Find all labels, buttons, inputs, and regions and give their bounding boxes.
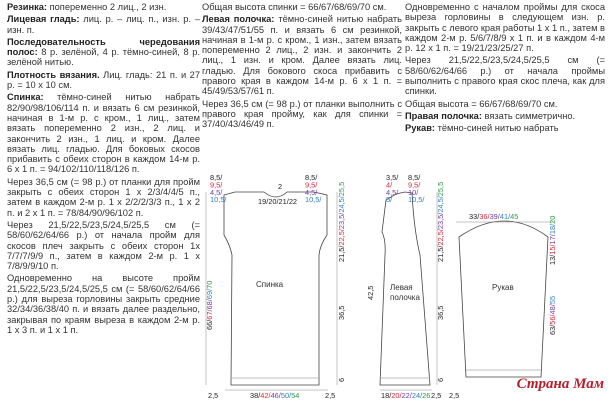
size-value: 67/ [205,309,214,320]
back-piece-name: Спинка [256,280,284,289]
front-width [381,391,430,400]
size-value: 20/ [391,391,402,400]
size-value: 48/ [548,304,557,315]
paragraph [7,70,200,91]
sleeve-length [548,296,557,335]
size-value: 50/ [280,391,292,400]
size-value: 24/ [411,391,423,400]
size-value: 45 [510,212,519,221]
front-shoulder: 4,5/ [386,187,399,197]
size-value: 68/ [205,299,214,310]
size-value: 18/ [548,223,557,235]
paragraph [7,14,200,35]
paragraph [7,37,200,68]
paragraph [405,55,605,96]
back-neck-width: 19/20/21/22 [258,197,298,206]
paragraph [405,99,605,109]
paragraph-heading: Плотность вязания. [7,69,100,80]
size-value: 15/ [548,244,557,255]
front-side-height: 36,5 [436,305,445,320]
front-side-increase: 2,5 [431,391,442,400]
paragraph-text: Через 21,5/22,5/23,5/24,5/25,5 см (= 58/60/62/64/66 р.) от начала проймы выполнить с правого края скос плеча, как для спинки. [405,55,605,97]
paragraph-heading: Спинка: [7,92,44,103]
text-column-1 [7,2,200,337]
paragraph-heading: Резинка: [7,2,48,12]
size-value: 23,5/ [436,212,445,230]
sleeve-width [469,212,518,221]
size-value: 23,5/ [337,212,346,230]
paragraph-text: Через 21,5/22,5/23,5/24,5/25,5 см (= 58/60/62/64/66 р.) от начала пройм для скосов плеч закрыть с обеих сторон 1х 7/7/7/9/9 п., затем в каждом 2-м р. 1 х 7/8/9/9/10 п. [7,219,200,272]
front-piece-name-line2: полочка [390,293,420,302]
front-shoulder: 3,5/ [386,173,399,182]
size-value: 18/ [381,391,392,400]
size-value: 55 [548,295,557,305]
back-neck-depth: 2 [278,182,283,191]
size-value: 41/ [499,212,511,221]
front-neck-slope: 10/ [408,187,419,197]
paragraph [7,92,200,174]
back-shoulder-right: 9,5/ [305,180,318,190]
paragraph-text: Общая высота = 66/67/68/69/70 см. [405,98,558,109]
paragraph-heading: Последовательность чередования полос: [7,36,200,58]
size-value: 21,5/ [436,245,445,262]
size-value: 46/ [270,391,281,400]
text-column-3 [405,2,605,136]
back-shoulder-left: 10,5/ [210,195,227,205]
size-value: 63/ [548,324,557,335]
paragraph [202,2,402,12]
front-neck-slope: 10,5/ [408,195,425,205]
back-shoulder-right: 10,5/ [305,195,322,205]
back-hem-height: 6 [337,377,346,382]
watermark-logo: Страна Мам [516,376,604,392]
sleeve-piece-name: Рукав [492,283,514,292]
paragraph-text: тёмно-синей нитью набрать 82/90/98/106/114 п. и вязать 6 см резинкой, начиная в 1-м р. с кром., 1 лиц., затем вязать попеременно 2 изн., 2 лиц. и закончить 2 изн., 1 лиц. и кром. Далее вязать лиц. гладью. Для боковых скосов прибавить с обеих сторон в каждом 14-м р. 6 х 1 п. = 94/102/110/118/126 п. [7,92,200,175]
paragraph [202,99,402,130]
size-value: 69/ [205,288,214,300]
size-value: 24,5/ [436,196,445,213]
size-value: 39/ [489,212,500,221]
text-column-2 [202,2,402,132]
back-shoulder-right: 8,5/ [305,173,318,182]
back-shoulder-left: 9,5/ [210,180,223,190]
paragraph-text: лиц. р. – лиц. п., изн. р. – изн. п. [7,14,201,35]
back-total-height [205,281,214,330]
size-value: 22,5/ [337,229,346,246]
sleeve-cap-height [548,216,557,265]
size-value: 26 [422,391,431,400]
paragraph-text: тёмно-синей нитью набрать 39/43/47/51/55 п. и вязать 6 см резинкой, начиная в 1-м р. с кром., 1 изн., затем вязать попеременно 2 лиц., 2 изн. и закончить 2 лиц., 1 изн. и кром. Далее вязать лиц. гладью. Для бокового скоса прибавить с правого края в каждом 14-м р. 6 х 1 п. = 45/49/53/57/61 п. [202,14,402,97]
size-value: 24,5/ [337,196,346,213]
paragraph-text: Одновременно на высоте пройм 21,5/22,5/23,5/24,5/25,5 см (= 58/60/62/64/66 р.) для выреза горловины закрыть средние 32/34/36/38/40 п. и вязать далее раздельно, закрывая по краям выреза в каждом 2-м р. 1 х 3 п. и 1 х 1 п. [7,273,200,335]
paragraph-text: тёмно-синей нитью набрать [435,123,559,134]
front-neck-slope: 8,5/ [408,173,421,182]
size-value: 17/ [548,234,557,245]
front-neck-height: 42,5 [366,285,375,300]
paragraph-text: Одновременно с началом проймы для скоса выреза горловины в следующем изн. р. закрыть с левого края работы 1 х 1 п., затем в каждом 2-м р. 5/6/7/8/9 х 1 п. и в каждом 4-м р. 12 х 1 п. = 19/21/23/25/27 п. [405,2,605,54]
back-piece-schematic [224,192,327,385]
paragraph-heading: Рукав: [405,123,436,134]
back-side-height: 36,5 [337,305,346,320]
front-shoulder: 5/ [386,195,393,205]
size-value: 36/ [479,212,490,221]
size-value: 25,5 [337,181,346,197]
back-shoulder-left: 8,5/ [210,173,223,182]
size-value: 22,5/ [436,229,445,246]
front-piece-schematic [380,192,430,385]
size-value: 13/ [548,254,557,265]
paragraph-text: вязать симметрично. [481,110,576,121]
paragraph-text: Через 36,5 см (= 98 р.) от планки для пройм закрыть с обеих сторон 1 х 2/3/4/4/5 п., затем в каждом 2-м р. 1 х 2/2/2/3/3 п., 1 х 2 п. и 2 х 1 п. = 78/84/90/96/102 п. [7,176,200,218]
paragraph-text: Через 36,5 см (= 98 р.) от планки выполнить с правого края пройму, как для спинки = 37/40/43/46/49 п. [202,98,402,130]
paragraph-heading: Левая полочка: [202,14,275,25]
size-value: 66/ [205,319,214,330]
paragraph [202,14,402,96]
paragraph-text: Общая высота спинки = 66/67/68/69/70 см. [202,2,387,12]
paragraph-text: Лиц. гладь: 21 п. и 27 р. = 10 х 10 см. [7,69,201,91]
back-shoulder-left: 4,5/ [210,187,223,197]
paragraph-text: попеременно 2 лиц., 2 изн. [47,2,167,12]
size-value: 56/ [548,314,557,325]
back-side-increase-right: 2,5 [325,391,336,400]
size-value: 54 [291,391,300,400]
paragraph [7,2,200,12]
front-piece-name-line1: Левая [390,283,413,292]
size-value: 33/ [469,212,480,221]
front-hem-height: 6 [436,377,445,382]
size-value: 42/ [260,391,271,400]
diagram-labels [205,173,557,400]
front-neck-slope: 9,5/ [408,180,421,190]
size-value: 38/ [250,391,261,400]
paragraph [7,177,200,218]
front-armhole-height [436,182,445,262]
back-side-increase: 2,5 [208,391,219,400]
paragraph [7,220,200,271]
front-shoulder: 4/ [386,180,393,190]
size-value: 70 [205,280,214,289]
paragraph-text: 8 р. зелёной, 4 р. тёмно-синей, 8 р. зелёной нитью. [7,47,200,68]
size-value: 25,5 [436,181,445,197]
paragraph [405,2,605,53]
paragraph-heading: Лицевая гладь: [7,14,80,25]
paragraph [405,123,605,133]
back-shoulder-right: 4,5/ [305,187,318,197]
paragraph [7,273,200,335]
sleeve-cuff-height: 2,5 [449,391,460,400]
paragraph-heading: Правая полочка: [405,110,482,121]
size-value: 20 [548,215,557,224]
size-value: 22/ [401,391,412,400]
back-armhole-height [337,182,346,262]
back-width [250,391,299,400]
paragraph [405,111,605,121]
sleeve-schematic [459,221,548,377]
size-value: 21,5/ [337,245,346,262]
dimension-lines [206,192,553,390]
